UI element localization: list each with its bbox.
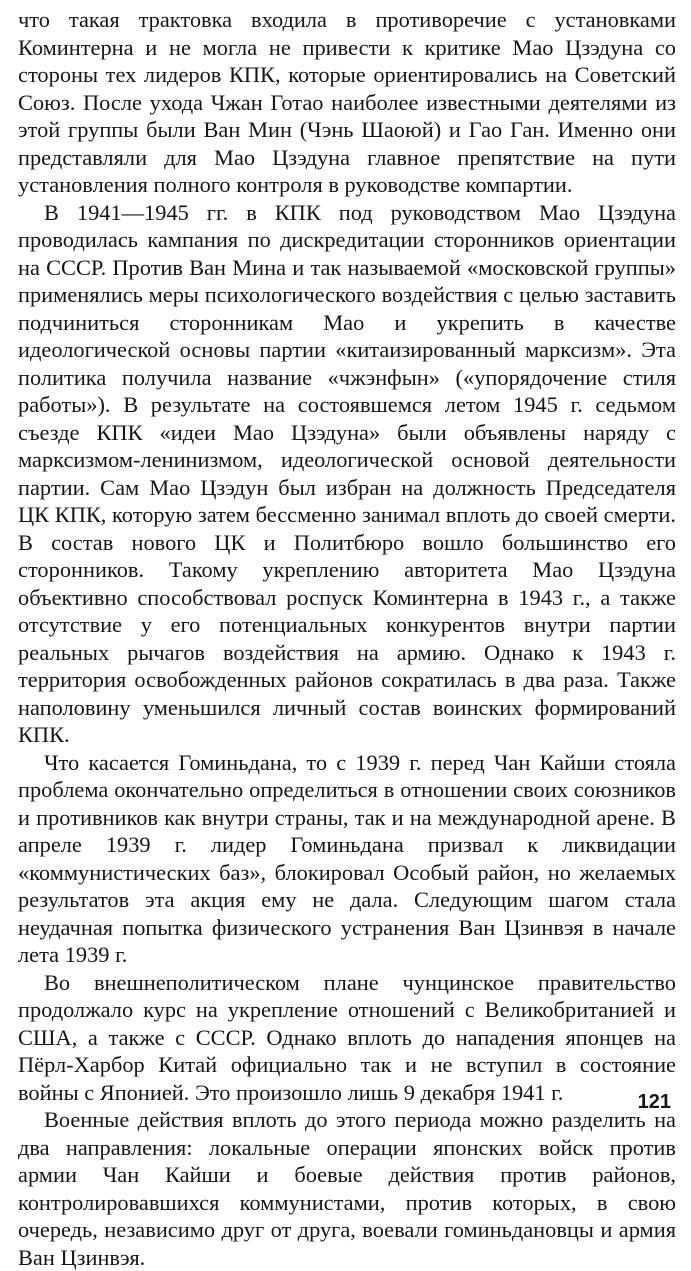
paragraph-5: Военные действия вплоть до этого периода можно разделить на два направления: локальные операции японских войск против армии Чан Кайши и боевые действия против районов, контролировавшихся коммунистами, против которых, в свою очередь, независимо друг от друга, воевали гоминьдановцы и армия Ван Цзинвэя. [18,1107,676,1270]
paragraph-1: что такая трактовка входила в противоречие с установками Коминтерна и не могла не привести к критике Мао Цзэдуна со стороны тех лидеров КПК, которые ориентировались на Советский Союз. После ухода Чжан Готао наиболее известными деятелями из этой группы были Ван Мин (Чэнь Шаоюй) и Гао Ган. Именно они представляли для Мао Цзэдуна главное препятствие на пути установления полного контроля в руководстве компартии. [18,7,676,197]
page-number: 121 [637,1091,671,1113]
page-text [18,6,676,1271]
paragraph-3: Что касается Гоминьдана, то с 1939 г. перед Чан Кайши стояла проблема окончательно определиться в отношении своих союзников и противников как внутри страны, так и на международной арене. В апреле 1939 г. лидер Гоминьдана призвал к ликвидации «коммунистических баз», блокировал Особый район, но желаемых результатов эта акция ему не дала. Следующим шагом стала неудачная попытка физического устранения Ван Цзинвэя в начале лета 1939 г. [18,749,676,967]
paragraph-2: В 1941—1945 гг. в КПК под руководством Мао Цзэдуна проводилась кампания по дискредитации сторонников ориентации на СССР. Против Ван Мина и так называемой «московской группы» применялись меры психологического воздействия с целью заставить подчиниться сторонникам Мао и укрепить в качестве идеологической основы партии «китаизированный марксизм». Эта политика получила название «чжэнфын» («упорядочение стиля работы»). В результате на состоявшемся летом 1945 г. седьмом съезде КПК «идеи Мао Цзэдуна» были объявлены наряду с марксизмом-ленинизмом, идеологической основой деятельности партии. Сам Мао Цзэдун был избран на должность Председателя ЦК КПК, которую затем бессменно занимал вплоть до своей смерти. В состав нового ЦК и Политбюро вошло большинство его сторонников. Такому укреплению авторитета Мао Цзэдуна объективно способствовал роспуск Коминтерна в 1943 г., а также отсутствие у его потенциальных конкурентов внутри партии реальных рычагов воздействия на армию. Однако к 1943 г. территория освобожденных районов сократилась в два раза. Также наполовину уменьшился личный состав воинских формирований КПК. [18,199,676,747]
paragraph-4: Во внешнеполитическом плане чунцинское правительство продолжало курс на укрепление отношений с Великобританией и США, а также с СССР. Однако вплоть до нападения японцев на Пёрл-Харбор Китай официально так и не вступил в состояние войны с Японией. Это произошло лишь 9 декабря 1941 г. [18,969,676,1105]
